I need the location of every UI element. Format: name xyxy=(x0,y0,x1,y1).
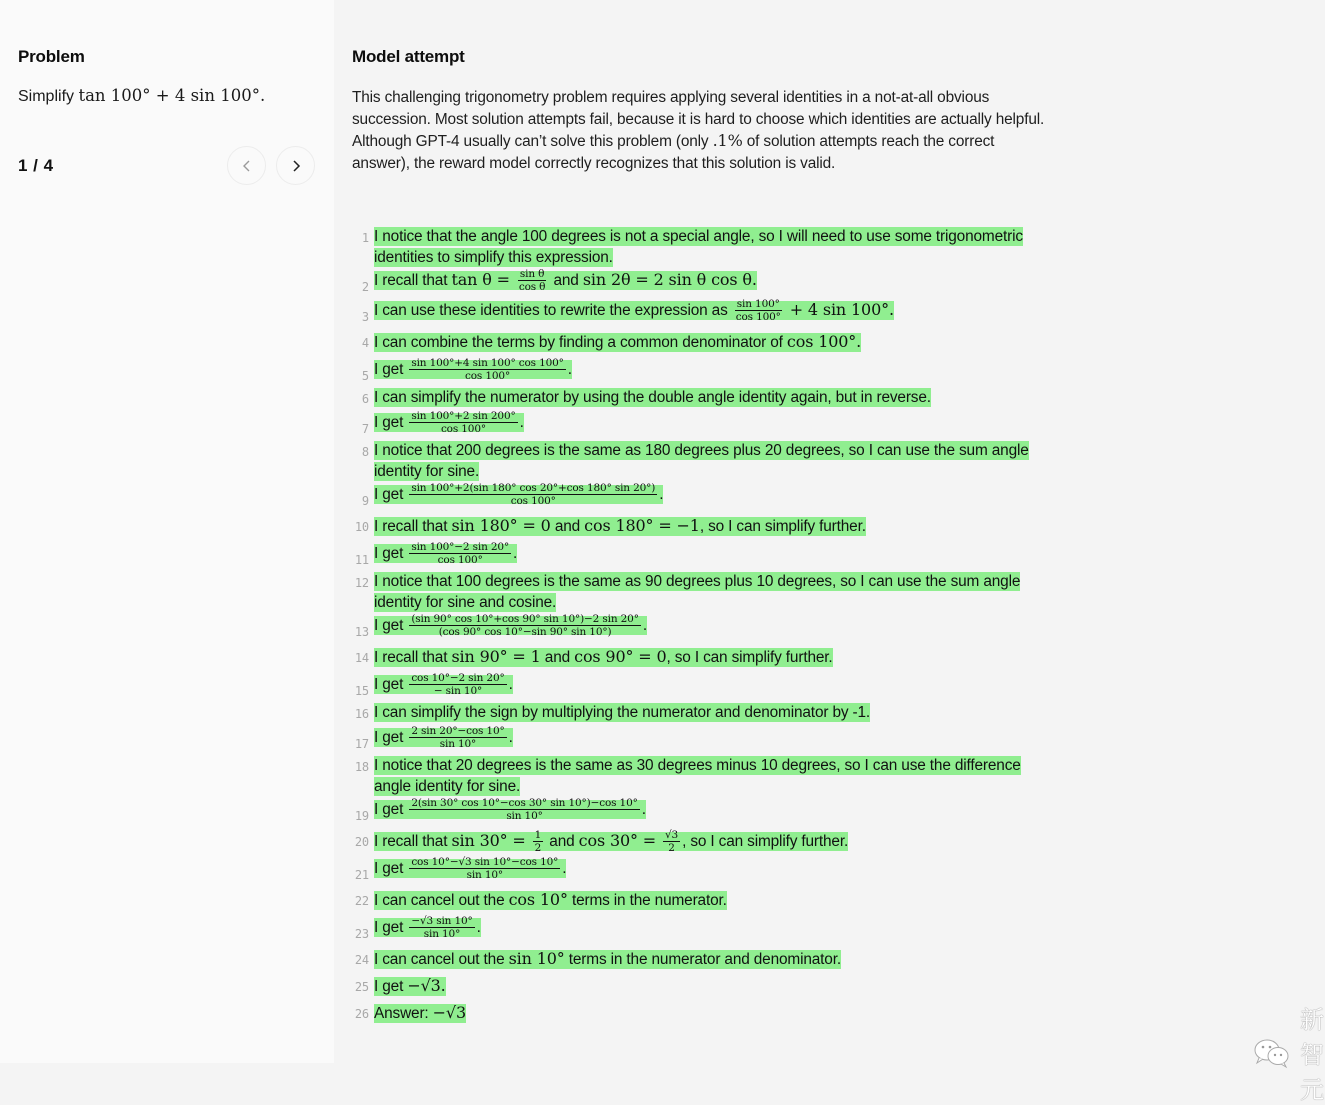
step-suffix: terms in the numerator. xyxy=(567,892,727,910)
step-content xyxy=(374,440,1048,482)
step-content xyxy=(374,571,1048,613)
fraction xyxy=(409,541,511,566)
line-number: 11 xyxy=(354,553,369,567)
step-text: I notice that 100 degrees is the same as 90 degrees plus 10 degrees, so I can use the sum angle identity for sine and cosine. xyxy=(374,573,1021,611)
denominator: 2 xyxy=(668,842,675,855)
math-expression: sin 2θ = 2 sin θ cos θ. xyxy=(582,269,757,289)
next-button[interactable] xyxy=(276,146,315,185)
step-text xyxy=(374,410,524,435)
solution-step xyxy=(348,797,1048,827)
denominator: cos 100° xyxy=(510,495,556,507)
step-content xyxy=(374,645,1048,669)
line-number: 25 xyxy=(354,980,369,995)
denominator: cos 100° xyxy=(440,423,486,435)
step-text xyxy=(374,613,647,638)
step-suffix: . xyxy=(659,485,664,503)
step-prefix: I recall that xyxy=(374,271,452,289)
step-content xyxy=(374,725,1048,750)
solution-step xyxy=(348,482,1048,512)
math-expression: cos 90° = 0 xyxy=(574,647,667,666)
math-expression: tan θ = xyxy=(451,269,515,289)
fraction xyxy=(409,672,506,697)
fraction xyxy=(409,482,657,507)
step-text xyxy=(374,915,481,941)
step-text xyxy=(374,797,646,822)
line-number: 19 xyxy=(354,809,369,823)
step-text-middle: and xyxy=(549,271,583,289)
step-text xyxy=(374,357,572,382)
fraction xyxy=(517,268,548,293)
solution-step xyxy=(348,947,1048,972)
step-suffix: . xyxy=(476,919,481,936)
step-prefix: I can cancel out the xyxy=(374,892,509,910)
step-content xyxy=(374,298,1048,323)
numerator: √3 xyxy=(665,829,679,842)
denominator: sin 10° xyxy=(506,810,543,822)
step-content xyxy=(374,410,1048,435)
step-text: I notice that 200 degrees is the same as 180 degrees plus 20 degrees, so I can use the sum angle identity for sine. xyxy=(374,442,1029,480)
step-content xyxy=(374,330,1048,354)
line-number: 8 xyxy=(361,445,369,459)
step-prefix: I get xyxy=(374,485,408,503)
denominator: sin 10° xyxy=(466,869,504,882)
solution-step xyxy=(348,387,1048,410)
chevron-left-icon xyxy=(240,159,254,173)
solution-step xyxy=(348,755,1048,797)
denominator: (cos 90° cos 10°−sin 90° sin 10°) xyxy=(438,626,612,638)
step-content xyxy=(374,888,1048,912)
step-text-middle: and xyxy=(550,518,585,535)
math-expression: sin 30° = xyxy=(451,831,531,850)
step-content xyxy=(374,268,1048,293)
step-content xyxy=(374,856,1048,881)
line-number: 5 xyxy=(361,369,369,383)
step-suffix: . xyxy=(562,860,567,877)
numerator: sin 100°+4 sin 100° cos 100° xyxy=(411,357,564,369)
solution-step xyxy=(348,1001,1048,1026)
math-expression: −√3 xyxy=(432,1003,467,1023)
model-attempt-heading: Model attempt xyxy=(352,47,465,66)
denominator: sin 10° xyxy=(423,928,461,941)
step-prefix: I can cancel out the xyxy=(374,951,509,969)
line-number: 22 xyxy=(354,894,369,909)
solution-step xyxy=(348,330,1048,355)
step-suffix: , so I can simplify further. xyxy=(699,518,866,535)
step-text: I notice that 20 degrees is the same as 30 degrees minus 10 degrees, so I can use the difference angle identity for sine. xyxy=(374,757,1021,795)
step-prefix: I get xyxy=(374,616,408,634)
step-prefix: I recall that xyxy=(374,833,452,850)
step-text xyxy=(374,891,727,910)
solution-step xyxy=(348,298,1048,328)
step-text xyxy=(374,950,841,969)
solution-step xyxy=(348,829,1048,854)
denominator: 2 xyxy=(534,842,542,855)
solution-step xyxy=(348,725,1048,755)
step-text xyxy=(374,725,513,750)
attempt-description xyxy=(352,87,1052,174)
step-suffix: . xyxy=(513,544,518,562)
line-number: 9 xyxy=(361,494,369,508)
solution-step xyxy=(348,268,1048,298)
watermark-text: 新智元 xyxy=(1300,1007,1325,1104)
watermark xyxy=(1252,1000,1325,1105)
step-suffix: . xyxy=(567,360,572,378)
step-text xyxy=(374,298,894,323)
solution-step xyxy=(348,440,1048,482)
step-suffix: . xyxy=(642,616,647,634)
step-text xyxy=(374,333,861,352)
numerator: sin 100°−2 sin 20° xyxy=(411,541,510,553)
step-text xyxy=(374,829,849,855)
line-number: 6 xyxy=(361,392,369,406)
solution-step xyxy=(348,888,1048,913)
step-content xyxy=(374,797,1048,822)
problem-heading: Problem xyxy=(18,47,85,66)
step-prefix: I get xyxy=(374,919,408,936)
line-number: 2 xyxy=(361,280,369,294)
step-text: I can simplify the sign by multiplying the numerator and denominator by -1. xyxy=(374,704,871,721)
step-text: I notice that the angle 100 degrees is not a special angle, so I will need to use some trigonometric identities to simplify this expression. xyxy=(374,228,1023,266)
math-expression: cos 180° = −1 xyxy=(584,516,700,535)
description-text: of solution attempts reach the correct answer), the reward model correctly recognizes that this solution is valid. xyxy=(352,133,995,172)
step-text xyxy=(374,268,757,293)
solution-step xyxy=(348,702,1048,725)
step-text xyxy=(374,856,567,882)
solution-step xyxy=(348,856,1048,886)
step-suffix: , so I can simplify further. xyxy=(666,649,833,666)
solution-step xyxy=(348,974,1048,999)
step-suffix: . xyxy=(508,728,513,746)
fraction xyxy=(409,797,639,822)
step-prefix: I recall that xyxy=(374,518,452,535)
step-text xyxy=(374,482,664,507)
step-text xyxy=(374,541,518,566)
solution-step xyxy=(348,514,1048,539)
line-number: 20 xyxy=(354,835,369,849)
wechat-icon xyxy=(1252,1037,1294,1069)
step-prefix: I get xyxy=(374,544,408,562)
numerator: 2 sin 20°−cos 10° xyxy=(411,725,505,737)
step-content xyxy=(374,357,1048,382)
denominator: cos 100° xyxy=(437,554,483,566)
numerator: 2(sin 30° cos 10°−cos 30° sin 10°)−cos 10° xyxy=(411,797,638,809)
math-expression: cos 100°. xyxy=(786,332,862,351)
step-content xyxy=(374,387,1048,408)
solution-step xyxy=(348,541,1048,571)
math-expression: cos 10° xyxy=(508,890,568,910)
step-content xyxy=(374,702,1048,723)
step-prefix: I get xyxy=(374,978,408,996)
step-content xyxy=(374,541,1048,566)
step-content xyxy=(374,755,1048,797)
description-text: This challenging trigonometry problem requires applying several identities in a not-at-all obvious succession. Most solution attempts fail, because it is hard to choose which identities are actually helpful. Although GPT-4 usually can’t solve this problem (only xyxy=(352,89,1045,150)
step-content xyxy=(374,974,1048,998)
denominator: cos 100° xyxy=(735,311,781,323)
step-suffix: terms in the numerator and denominator. xyxy=(564,951,841,969)
fraction xyxy=(409,856,560,881)
line-number: 4 xyxy=(361,336,369,350)
fraction xyxy=(663,829,680,854)
step-prefix: I get xyxy=(374,360,408,378)
step-prefix: I get xyxy=(374,800,408,818)
math-expression: −√3. xyxy=(407,976,446,996)
step-prefix: I get xyxy=(374,728,408,746)
step-text xyxy=(374,977,446,996)
fraction xyxy=(409,725,506,750)
problem-statement xyxy=(18,86,265,106)
line-number: 17 xyxy=(354,737,369,751)
numerator: cos 10°−2 sin 20° xyxy=(411,672,505,684)
step-content xyxy=(374,514,1048,538)
math-expression: sin 180° = 0 xyxy=(451,516,551,535)
step-prefix: I get xyxy=(374,860,408,877)
step-prefix: I get xyxy=(374,675,408,693)
step-prefix: I recall that xyxy=(374,649,452,666)
fraction xyxy=(409,357,565,382)
step-content xyxy=(374,226,1048,268)
line-number: 21 xyxy=(354,868,369,883)
step-suffix: . xyxy=(519,413,524,431)
step-prefix: I can combine the terms by finding a common denominator of xyxy=(374,334,787,351)
line-number: 7 xyxy=(361,422,369,436)
solution-step xyxy=(348,915,1048,945)
step-text xyxy=(374,672,513,697)
line-number: 23 xyxy=(354,927,369,942)
line-number: 12 xyxy=(354,576,369,590)
solution-step xyxy=(348,357,1048,387)
solution-step xyxy=(348,571,1048,613)
solution-step xyxy=(348,672,1048,702)
step-text-middle: and xyxy=(540,649,575,666)
line-number: 3 xyxy=(361,310,369,324)
fraction xyxy=(409,915,474,940)
step-content xyxy=(374,915,1048,940)
fraction xyxy=(533,829,544,854)
page-counter: 1 / 4 xyxy=(18,156,54,175)
step-prefix: I get xyxy=(374,413,408,431)
math-expression: sin 90° = 1 xyxy=(451,647,541,666)
math-expression: sin 10° xyxy=(508,949,565,969)
step-content xyxy=(374,482,1048,507)
numerator: sin 100°+2(sin 180° cos 20°+cos 180° sin 20°) xyxy=(411,482,656,494)
step-content xyxy=(374,1001,1048,1025)
problem-prefix: Simplify xyxy=(18,88,79,105)
chevron-right-icon xyxy=(289,159,303,173)
solution-steps xyxy=(348,226,1048,1028)
denominator: cos 100° xyxy=(465,370,511,382)
line-number: 10 xyxy=(354,520,369,534)
problem-panel xyxy=(0,0,334,1063)
numerator: 1 xyxy=(534,829,542,842)
step-text xyxy=(374,517,866,536)
solution-step xyxy=(348,410,1048,440)
step-content xyxy=(374,672,1048,697)
numerator: cos 10°−√3 sin 10°−cos 10° xyxy=(411,856,559,869)
step-content xyxy=(374,613,1048,638)
fraction xyxy=(409,613,640,638)
numerator: −√3 sin 10° xyxy=(411,915,473,928)
line-number: 24 xyxy=(354,953,369,968)
denominator: cos θ xyxy=(518,281,546,293)
step-content xyxy=(374,947,1048,971)
math-expression: cos 30° = xyxy=(578,831,661,850)
denominator: sin 10° xyxy=(439,738,477,750)
fraction xyxy=(734,298,783,323)
solution-step xyxy=(348,226,1048,268)
line-number: 26 xyxy=(354,1007,369,1022)
solution-step xyxy=(348,613,1048,643)
step-suffix: . xyxy=(508,675,513,693)
line-number: 13 xyxy=(354,625,369,639)
description-math: .1% xyxy=(712,131,743,150)
line-number: 18 xyxy=(354,760,369,774)
step-prefix: Answer: xyxy=(374,1005,433,1023)
numerator: sin θ xyxy=(519,268,545,280)
line-number: 15 xyxy=(354,684,369,698)
step-content xyxy=(374,829,1048,854)
numerator: sin 100°+2 sin 200° xyxy=(411,410,516,422)
line-number: 16 xyxy=(354,707,369,721)
numerator: (sin 90° cos 10°+cos 90° sin 10°)−2 sin 20° xyxy=(411,613,639,625)
numerator: sin 100° xyxy=(736,298,780,310)
step-suffix: , so I can simplify further. xyxy=(682,833,849,850)
line-number: 14 xyxy=(354,651,369,665)
step-text xyxy=(374,1004,466,1023)
math-expression: + 4 sin 100°. xyxy=(784,299,894,319)
step-text-middle: and xyxy=(545,833,579,850)
denominator: − sin 10° xyxy=(433,685,483,697)
step-suffix: . xyxy=(641,800,646,818)
step-text: I can simplify the numerator by using the double angle identity again, but in reverse. xyxy=(374,389,931,406)
line-number: 1 xyxy=(361,231,369,245)
previous-button[interactable] xyxy=(227,146,266,185)
solution-step xyxy=(348,645,1048,670)
step-prefix: I can use these identities to rewrite the expression as xyxy=(374,301,732,319)
problem-math: tan 100° + 4 sin 100°. xyxy=(78,86,266,105)
model-attempt-panel xyxy=(334,0,1325,1104)
step-text xyxy=(374,648,833,667)
fraction xyxy=(409,410,517,435)
